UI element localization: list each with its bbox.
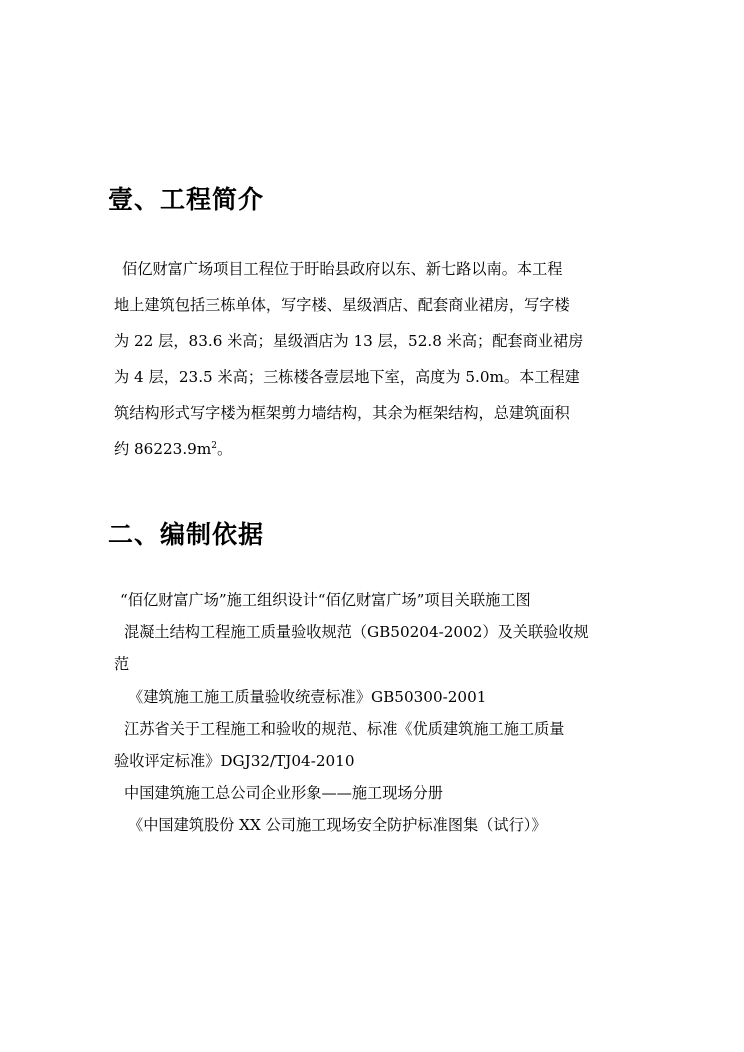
paragraph-line: 佰亿财富广场项目工程位于盱眙县政府以东、新七路以南。本工程	[122, 260, 563, 278]
section-title-compilation-basis: 二、编制依据	[108, 520, 265, 549]
paragraph-line: 为 22 层，83.6 米高；星级酒店为 13 层，52.8 米高；配套商业裙房	[114, 332, 584, 350]
section-title-project-overview: 壹、工程简介	[108, 185, 265, 214]
reference-item-continued: 验收评定标准》DGJ32/TJ04-2010	[114, 752, 355, 771]
paragraph-line: 筑结构形式写字楼为框架剪力墙结构，其余为框架结构，总建筑面积	[114, 404, 570, 422]
paragraph-line: 为 4 层，23.5 米高；三栋楼各壹层地下室，高度为 5.0m。本工程建	[114, 368, 580, 386]
paragraph-line-area	[114, 431, 644, 467]
reference-item: 《建筑施工施工质量验收统壹标准》GB50300-2001	[128, 687, 487, 706]
reference-item: 中国建筑施工总公司企业形象——施工现场分册	[124, 784, 443, 803]
reference-item: 江苏省关于工程施工和验收的规范、标准《优质建筑施工施工质量	[124, 719, 565, 738]
area-superscript: 2	[211, 441, 217, 451]
reference-item: 《中国建筑股份 XX 公司施工现场安全防护标准图集（试行）》	[128, 816, 547, 835]
reference-item-continued: 范	[114, 655, 130, 674]
reference-item: “佰亿财富广场”施工组织设计“佰亿财富广场”项目关联施工图	[120, 591, 531, 609]
reference-list	[114, 584, 644, 842]
area-text: 约 86223.9m	[114, 440, 212, 458]
project-overview-paragraph	[114, 251, 644, 467]
paragraph-line: 地上建筑包括三栋单体，写字楼、星级酒店、配套商业裙房，写字楼	[114, 296, 570, 314]
area-suffix: 。	[216, 440, 233, 458]
reference-item: 混凝土结构工程施工质量验收规范（GB50204-2002）及关联验收规	[124, 623, 589, 642]
